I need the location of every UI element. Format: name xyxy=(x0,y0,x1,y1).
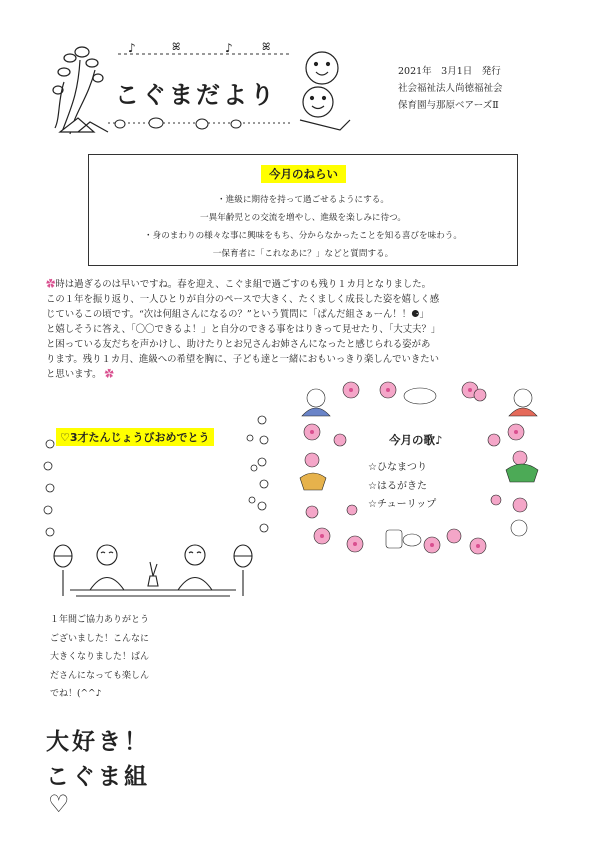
goal-item: ・進級に期待を持って過ごせるようにする。 xyxy=(217,195,389,205)
music-note-icon: ♪ xyxy=(225,41,233,55)
children-icon xyxy=(300,52,350,130)
panda-icon: ⚈ xyxy=(411,309,420,320)
goals-title: 今月のねらい xyxy=(261,165,346,183)
music-note-icon: ♪ xyxy=(128,41,136,55)
paragraph-line: ります。残り１カ月、進級への希望を胸に、子ども達と一緒におもいっきり楽しんでいきたい xyxy=(46,354,440,365)
butterfly-icon: ꕤ xyxy=(172,42,181,53)
butterfly-icon: ꕤ xyxy=(262,42,271,53)
flower-icon: ✿ xyxy=(104,369,114,380)
closing-line-2: こぐま組 xyxy=(46,764,150,790)
monthly-goals-box xyxy=(88,154,518,266)
flower-bouquet-icon xyxy=(53,47,108,134)
songs-list xyxy=(368,459,436,515)
paragraph-line: と困っている友だちを声かけし、助けたりとお兄さんお姉さんになったと感じられる姿があ xyxy=(46,339,431,350)
closing-line-1: 大好き！ xyxy=(46,729,150,755)
goal-item: ・身のまわりの様々な事に興味をもち、分からなかったことを知る喜びを味わう。 xyxy=(144,231,462,241)
paragraph-line: と思います。 ✿ xyxy=(46,369,114,380)
paragraph-line: ✿時は過ぎるのは早いですね。春を迎え、こぐま組で過ごすのも残り１カ月となりました。 xyxy=(46,279,431,290)
message-line: でね！(^^♪ xyxy=(50,689,102,699)
message-line: ださんになっても楽しん xyxy=(50,670,150,681)
newsletter-title: こぐまだより xyxy=(115,81,277,109)
message-line: １年間ご協力ありがとう xyxy=(50,615,150,625)
flower-icon: ✿ xyxy=(46,279,56,290)
message-line: ございました！こんなに xyxy=(50,633,150,644)
birthday-title: ♡3才たんじょうびおめでとう xyxy=(56,428,214,446)
paragraph-line: と嬉しそうに答え、「〇〇できるよ！」と自分のできる事をはりきって見せたり、「大丈夫？」 xyxy=(46,324,441,335)
publication-info xyxy=(398,63,503,114)
nursery-name: 保育園与那原ベアーズⅡ xyxy=(398,100,499,111)
paragraph-line: この１年を振り返り、一人ひとりが自分のペースで大きく、たくましく成長した姿を嬉しく感 xyxy=(46,294,440,305)
heart-icon: ♡ xyxy=(48,790,70,818)
message-line: 大きくなりました！ぱん xyxy=(50,652,150,662)
goal-item: 一異年齢児との交流を増やし、進級を楽しみに待つ。 xyxy=(200,213,406,223)
hina-dolls-icon xyxy=(54,545,252,596)
songs-title: 今月の歌♪ xyxy=(389,433,443,447)
song-item: ☆チューリップ xyxy=(368,499,437,510)
song-item: ☆ひなまつり xyxy=(368,462,427,473)
closing-message xyxy=(46,725,150,795)
paragraph-line: じているこの頃です。“次は何組さんになるの？”という質問に「ぱんだ組さぁーん！！⚈」 xyxy=(46,309,429,320)
goal-item: 一保育者に「これなあに？」などと質問する。 xyxy=(212,249,394,259)
small-bird-icon xyxy=(115,118,241,129)
goals-list xyxy=(89,191,517,263)
organization-name: 社会福祉法人尚徳福祉会 xyxy=(398,83,503,94)
publish-date: 2021年 3月1日 発行 xyxy=(398,66,501,77)
birthday-message xyxy=(50,611,149,704)
song-item: ☆はるがきた xyxy=(368,480,427,492)
body-paragraph xyxy=(46,277,552,382)
